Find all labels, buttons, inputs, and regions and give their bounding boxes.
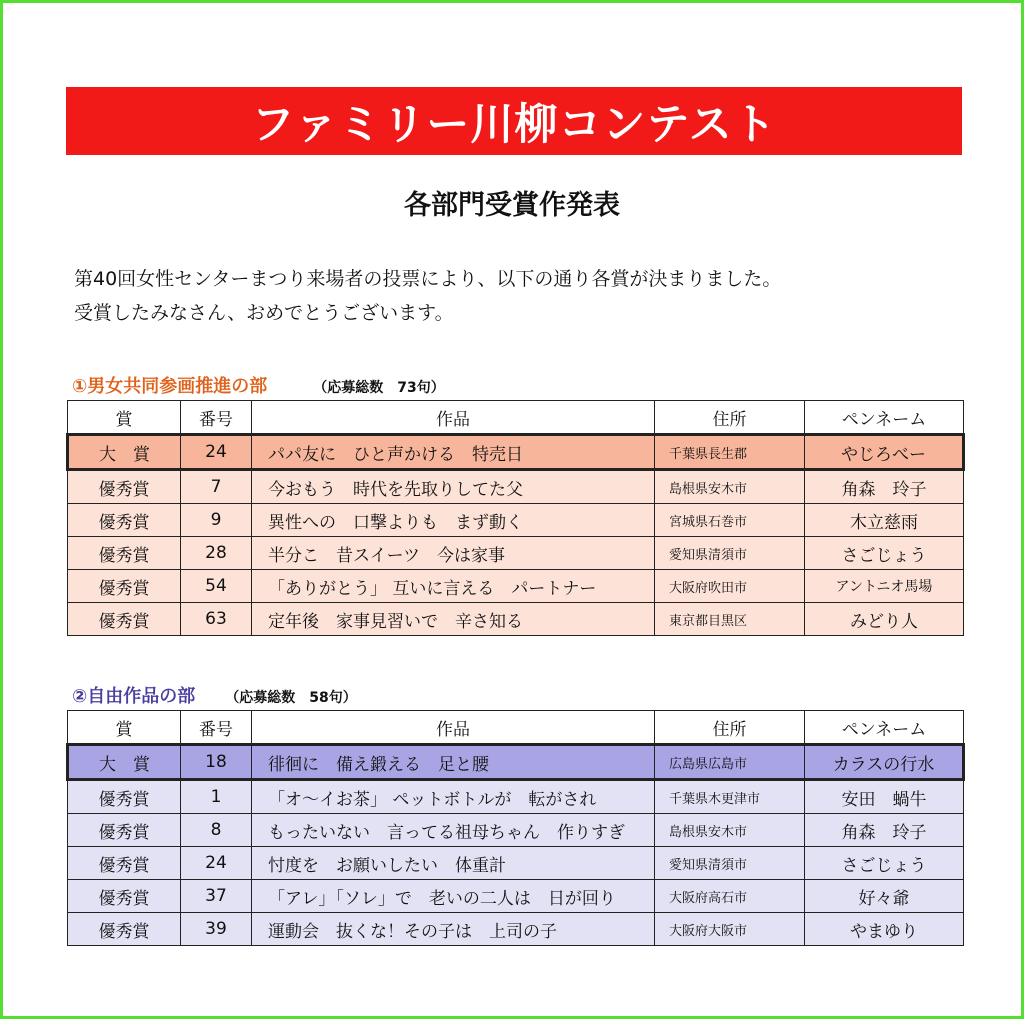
work-cell: もったいない 言ってる祖母ちゃん 作りすぎ [252, 814, 655, 847]
header-address: 住所 [655, 711, 805, 745]
award-cell: 優秀賞 [68, 780, 181, 814]
work-cell: 異性への 口撃よりも まず動く [252, 504, 655, 537]
section1-table [66, 400, 965, 636]
address-cell: 愛知県清須市 [655, 537, 805, 570]
award-cell: 優秀賞 [68, 537, 181, 570]
address-cell: 大阪府大阪市 [655, 913, 805, 946]
page-subtitle: 各部門受賞作発表 [404, 190, 620, 221]
work-cell: 「ありがとう」 互いに言える パートナー [252, 570, 655, 603]
number-cell: 9 [181, 504, 252, 537]
page-title: ファミリー川柳コンテスト [66, 87, 962, 155]
pen-name-cell: 安田 蝸牛 [805, 780, 964, 814]
header-pen-name: ペンネーム [805, 401, 964, 435]
work-cell: 忖度を お願いしたい 体重計 [252, 847, 655, 880]
table-row [68, 880, 964, 913]
header-award: 賞 [68, 401, 181, 435]
address-cell: 島根県安木市 [655, 470, 805, 504]
section2-table [66, 710, 965, 946]
table-row [68, 780, 964, 814]
header-number: 番号 [181, 711, 252, 745]
number-cell: 28 [181, 537, 252, 570]
number-cell: 54 [181, 570, 252, 603]
pen-name-cell: やじろべー [805, 435, 964, 470]
number-cell: 37 [181, 880, 252, 913]
address-cell: 大阪府高石市 [655, 880, 805, 913]
header-address: 住所 [655, 401, 805, 435]
table-row [68, 570, 964, 603]
pen-name-cell: アントニオ馬場 [805, 570, 964, 603]
header-award: 賞 [68, 711, 181, 745]
header-work: 作品 [252, 711, 655, 745]
section2-heading [72, 682, 357, 708]
header-number: 番号 [181, 401, 252, 435]
work-cell: 半分こ 昔スイーツ 今は家事 [252, 537, 655, 570]
work-cell: パパ友に ひと声かける 特売日 [252, 435, 655, 470]
pen-name-cell: みどり人 [805, 603, 964, 636]
number-cell: 8 [181, 814, 252, 847]
table-row-grand-prize [68, 435, 964, 470]
pen-name-cell: カラスの行水 [805, 745, 964, 780]
header-pen-name: ペンネーム [805, 711, 964, 745]
section1-heading [72, 372, 445, 398]
address-cell: 愛知県清須市 [655, 847, 805, 880]
pen-name-cell: 好々爺 [805, 880, 964, 913]
table-header-row [68, 711, 964, 745]
address-cell: 東京都目黒区 [655, 603, 805, 636]
work-cell: 「アレ」「ソレ」で 老いの二人は 日が回り [252, 880, 655, 913]
award-cell: 優秀賞 [68, 603, 181, 636]
award-cell: 大 賞 [68, 435, 181, 470]
table-row [68, 913, 964, 946]
pen-name-cell: さごじょう [805, 847, 964, 880]
award-cell: 優秀賞 [68, 880, 181, 913]
award-cell: 優秀賞 [68, 814, 181, 847]
award-cell: 優秀賞 [68, 570, 181, 603]
intro-text [74, 262, 781, 330]
pen-name-cell: 角森 玲子 [805, 470, 964, 504]
number-cell: 24 [181, 847, 252, 880]
pen-name-cell: やまゆり [805, 913, 964, 946]
number-cell: 63 [181, 603, 252, 636]
address-cell: 千葉県木更津市 [655, 780, 805, 814]
work-cell: 今おもう 時代を先取りしてた父 [252, 470, 655, 504]
table-row [68, 814, 964, 847]
address-cell: 広島県広島市 [655, 745, 805, 780]
section1-entry-count: （応募総数 73句） [313, 380, 445, 396]
table-header-row [68, 401, 964, 435]
number-cell: 1 [181, 780, 252, 814]
award-cell: 大 賞 [68, 745, 181, 780]
header-work: 作品 [252, 401, 655, 435]
section2-title: ②自由作品の部 [72, 686, 196, 707]
award-cell: 優秀賞 [68, 847, 181, 880]
work-cell: 定年後 家事見習いで 辛さ知る [252, 603, 655, 636]
number-cell: 18 [181, 745, 252, 780]
table-row-grand-prize [68, 745, 964, 780]
pen-name-cell: 角森 玲子 [805, 814, 964, 847]
table-row [68, 603, 964, 636]
number-cell: 39 [181, 913, 252, 946]
work-cell: 徘徊に 備え鍛える 足と腰 [252, 745, 655, 780]
address-cell: 宮城県石巻市 [655, 504, 805, 537]
award-cell: 優秀賞 [68, 470, 181, 504]
number-cell: 24 [181, 435, 252, 470]
number-cell: 7 [181, 470, 252, 504]
work-cell: 運動会 抜くな！その子は 上司の子 [252, 913, 655, 946]
table-row [68, 470, 964, 504]
award-cell: 優秀賞 [68, 504, 181, 537]
section2-entry-count: （応募総数 58句） [225, 690, 357, 706]
section1-title: ①男女共同参画推進の部 [72, 376, 268, 397]
table-row [68, 504, 964, 537]
award-cell: 優秀賞 [68, 913, 181, 946]
address-cell: 大阪府吹田市 [655, 570, 805, 603]
table-row [68, 847, 964, 880]
work-cell: 「オ～イお茶」 ペットボトルが 転がされ [252, 780, 655, 814]
address-cell: 千葉県長生郡 [655, 435, 805, 470]
intro-line-1: 第40回女性センターまつり来場者の投票により、以下の通り各賞が決まりました。 [74, 268, 782, 290]
table-row [68, 537, 964, 570]
pen-name-cell: さごじょう [805, 537, 964, 570]
address-cell: 島根県安木市 [655, 814, 805, 847]
pen-name-cell: 木立慈雨 [805, 504, 964, 537]
intro-line-2: 受賞したみなさん、おめでとうございます。 [74, 302, 454, 324]
